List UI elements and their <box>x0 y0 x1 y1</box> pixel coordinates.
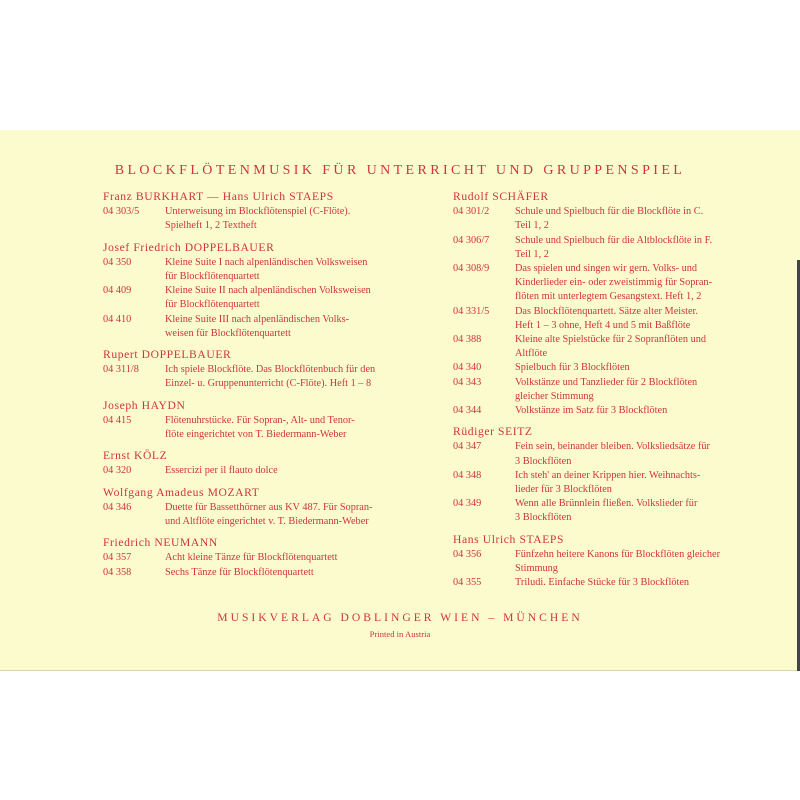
description-line: Wenn alle Brünnlein fließen. Volkslieder für <box>515 498 698 510</box>
section-spacer <box>103 341 426 348</box>
composer-name: Joseph HAYDN <box>103 398 186 412</box>
description-line: Teil 1, 2 <box>515 220 549 232</box>
description-line: Kleine Suite I nach alpenländischen Volksweisen <box>165 256 368 268</box>
catalog-number: 04 343 <box>453 376 482 388</box>
entry-description <box>165 566 426 580</box>
description-line: für Blockflötenquartett <box>165 299 260 311</box>
catalog-entry <box>453 234 733 262</box>
catalog-number: 04 311/8 <box>103 364 139 376</box>
description-line: Schule und Spielbuch für die Blockflöte in C. <box>515 206 704 218</box>
entry-description <box>165 501 426 529</box>
description-line: Flötenuhrstücke. Für Sopran-, Alt- und Tenor- <box>165 414 355 426</box>
description-line: Kleine Suite II nach alpenländischen Volksweisen <box>165 285 371 297</box>
catalog-entry <box>453 497 733 525</box>
catalog-number: 04 346 <box>103 501 132 513</box>
catalog-entry <box>103 256 426 284</box>
top-margin <box>0 0 800 130</box>
description-line: Essercizi per il flauto dolce <box>165 465 278 477</box>
catalog-entry <box>453 469 733 497</box>
catalog-number: 04 344 <box>453 405 482 417</box>
composer-name: Franz BURKHART — Hans Ulrich STAEPS <box>103 190 334 203</box>
entry-description <box>165 256 426 284</box>
section-spacer <box>103 479 426 486</box>
description-line: Duette für Bassetthörner aus KV 487. Für Sopran- <box>165 501 373 513</box>
description-line: für Blockflötenquartett <box>165 271 260 283</box>
section-spacer <box>103 529 426 536</box>
catalog-number: 04 409 <box>103 285 132 297</box>
section-spacer <box>453 526 733 533</box>
section-spacer <box>453 418 733 425</box>
catalog-heading: BLOCKFLÖTENMUSIK FÜR UNTERRICHT UND GRUPPENSPIEL <box>114 163 686 178</box>
composer-name: Wolfgang Amadeus MOZART <box>103 485 260 499</box>
entry-description <box>515 205 733 233</box>
catalog-entry <box>453 333 733 361</box>
catalog-card <box>0 130 800 671</box>
description-line: Kinderlieder ein- oder zweistimmig für Sopran- <box>515 277 713 289</box>
catalog-number: 04 349 <box>453 498 482 510</box>
left-column <box>103 190 426 580</box>
entry-description <box>515 497 733 525</box>
catalog-number: 04 357 <box>103 552 132 564</box>
description-line: Kleine Suite III nach alpenländischen Volks- <box>165 313 350 325</box>
catalog-entry <box>453 576 733 590</box>
description-line: Kleine alte Spielstücke für 2 Sopranflöten und <box>515 334 707 346</box>
description-line: flöte eingerichtet von T. Biedermann-Weber <box>165 429 347 441</box>
catalog-entry <box>453 376 733 404</box>
bottom-margin <box>0 671 800 800</box>
catalog-number: 04 303/5 <box>103 206 140 218</box>
catalog-entry <box>453 205 733 233</box>
catalog-entry <box>103 205 426 233</box>
catalog-entry <box>453 262 733 305</box>
right-column <box>453 190 733 590</box>
entry-description <box>165 414 426 442</box>
description-line: weisen für Blockflötenquartett <box>165 327 291 339</box>
entry-description <box>515 469 733 497</box>
catalog-entry <box>103 551 426 565</box>
description-line: Das Blockflötenquartett. Sätze alter Meister. <box>515 305 698 317</box>
composer-name: Josef Friedrich DOPPELBAUER <box>103 240 275 254</box>
composer-name: Rudolf SCHÄFER <box>453 190 549 203</box>
catalog-number: 04 410 <box>103 313 132 325</box>
description-line: Das spielen und singen wir gern. Volks- und <box>515 263 698 275</box>
description-line: Triludi. Einfache Stücke für 3 Blockflöten <box>515 577 690 589</box>
entry-description <box>515 262 733 305</box>
catalog-number: 04 388 <box>453 334 482 346</box>
catalog-number: 04 348 <box>453 469 482 481</box>
description-line: Ich steh' an deiner Krippen hier. Weihnachts- <box>515 469 701 481</box>
catalog-entry <box>453 361 733 375</box>
composer-name: Friedrich NEUMANN <box>103 536 218 550</box>
catalog-entry <box>453 305 733 333</box>
catalog-entry <box>103 363 426 391</box>
entry-description <box>515 361 733 375</box>
description-line: Fein sein, beinander bleiben. Volksliedsätze für <box>515 441 710 453</box>
section-spacer <box>103 234 426 241</box>
publisher-line: MUSIKVERLAG DOBLINGER WIEN – MÜNCHEN <box>217 611 583 624</box>
composer-name: Rüdiger SEITZ <box>453 425 533 439</box>
description-line: Schule und Spielbuch für die Altblockflöte in F. <box>515 234 713 246</box>
catalog-number: 04 347 <box>453 441 482 453</box>
entry-description <box>515 576 733 590</box>
entry-description <box>165 363 426 391</box>
description-line: Sechs Tänze für Blockflötenquartett <box>165 566 314 578</box>
description-line: und Altflöte eingerichtet v. T. Biedermann-Weber <box>165 516 369 528</box>
catalog-number: 04 320 <box>103 465 132 477</box>
catalog-number: 04 306/7 <box>453 234 490 246</box>
entry-description <box>165 551 426 565</box>
entry-description <box>165 284 426 312</box>
catalog-entry <box>103 414 426 442</box>
description-line: 3 Blockflöten <box>515 455 572 467</box>
entry-description <box>515 376 733 404</box>
composer-name: Ernst KÖLZ <box>103 449 168 463</box>
catalog-entry <box>103 313 426 341</box>
entry-description <box>515 234 733 262</box>
description-line: lieder für 3 Blockflöten <box>515 484 612 496</box>
catalog-number: 04 415 <box>103 414 132 426</box>
entry-description <box>165 464 426 478</box>
description-line: Stimmung <box>515 563 558 575</box>
catalog-number: 04 340 <box>453 362 482 374</box>
catalog-entry <box>453 440 733 468</box>
catalog-entry <box>103 284 426 312</box>
catalog-number: 04 358 <box>103 566 132 578</box>
description-line: Altflöte <box>515 348 548 360</box>
description-line: flöten mit unterlegtem Gesangstext. Heft 1, 2 <box>515 291 702 303</box>
description-line: Volkstänze im Satz für 3 Blockflöten <box>515 405 668 417</box>
catalog-entry <box>103 566 426 580</box>
entry-description <box>515 440 733 468</box>
entry-description <box>515 333 733 361</box>
composer-name: Hans Ulrich STAEPS <box>453 532 564 546</box>
catalog-entry <box>453 548 733 576</box>
catalog-number: 04 355 <box>453 577 482 589</box>
entry-description <box>515 305 733 333</box>
description-line: Volkstänze und Tanzlieder für 2 Blockflöten <box>515 376 698 388</box>
description-line: Spielbuch für 3 Blockflöten <box>515 362 630 374</box>
printed-in-note: Printed in Austria <box>369 629 431 639</box>
entry-description <box>515 548 733 576</box>
composer-name: Rupert DOPPELBAUER <box>103 348 232 362</box>
entry-description <box>165 205 426 233</box>
description-line: Fünfzehn heitere Kanons für Blockflöten gleicher <box>515 548 721 560</box>
description-line: Heft 1 – 3 ohne, Heft 4 und 5 mit Baßflöte <box>515 319 691 331</box>
description-line: Einzel- u. Gruppenunterricht (C-Flöte). Heft 1 – 8 <box>165 378 372 390</box>
description-line: Spielheft 1, 2 Textheft <box>165 220 257 232</box>
catalog-entry <box>103 501 426 529</box>
entry-description <box>515 404 733 418</box>
description-line: Ich spiele Blockflöte. Das Blockflötenbuch für den <box>165 364 376 376</box>
description-line: gleicher Stimmung <box>515 390 594 402</box>
catalog-number: 04 356 <box>453 548 482 560</box>
catalog-number: 04 331/5 <box>453 305 490 317</box>
entry-description <box>165 313 426 341</box>
description-line: Unterweisung im Blockflötenspiel (C-Flöte). <box>165 206 351 218</box>
catalog-entry <box>103 464 426 478</box>
section-spacer <box>103 392 426 399</box>
catalog-entry <box>453 404 733 418</box>
description-line: Acht kleine Tänze für Blockflötenquartett <box>165 552 338 564</box>
description-line: 3 Blockflöten <box>515 512 572 524</box>
catalog-number: 04 301/2 <box>453 206 490 218</box>
catalog-number: 04 350 <box>103 256 132 268</box>
description-line: Teil 1, 2 <box>515 248 549 260</box>
catalog-number: 04 308/9 <box>453 263 490 275</box>
